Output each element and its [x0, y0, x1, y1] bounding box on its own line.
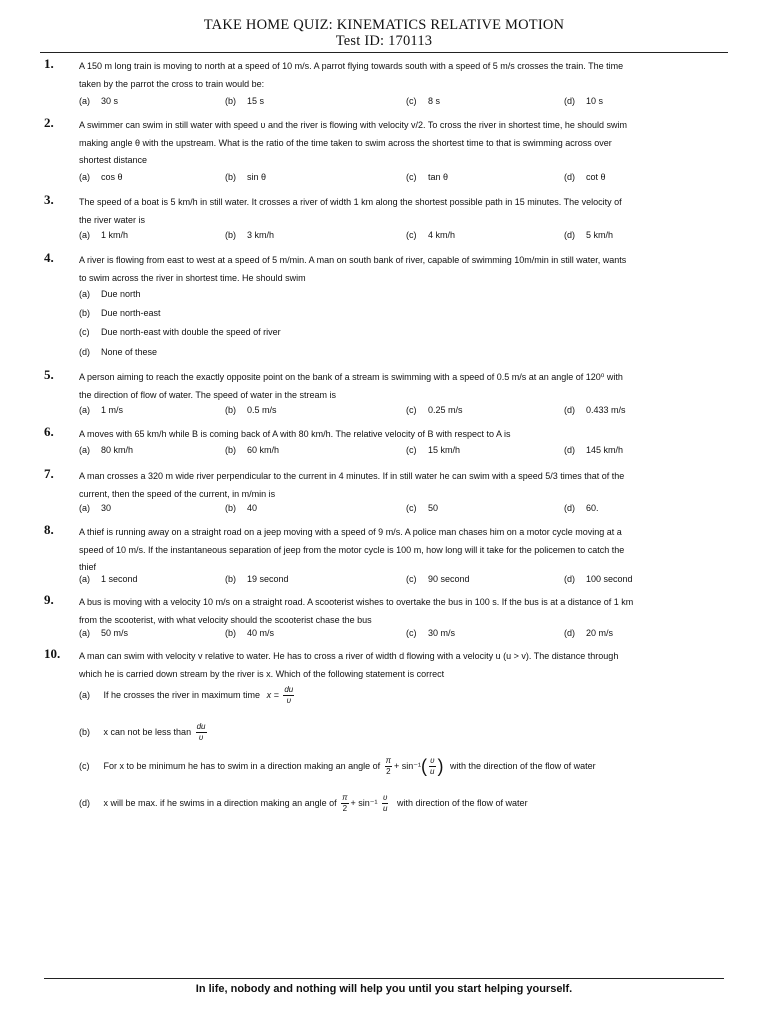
option-text: 20 m/s — [586, 628, 614, 638]
option-a — [79, 230, 128, 240]
option-c — [406, 574, 470, 584]
option-label: (a) — [79, 172, 90, 182]
quiz-header — [0, 17, 768, 49]
option-label: (b) — [225, 445, 236, 455]
option-text-tail: with direction of the flow of water — [397, 797, 528, 808]
option-label: (c) — [406, 445, 417, 455]
option-b — [225, 445, 279, 455]
question-number: 3. — [44, 192, 54, 207]
question-number: 1. — [44, 56, 54, 71]
option-label: (b) — [225, 96, 236, 106]
question-number: 8. — [44, 522, 54, 537]
option-d — [564, 628, 613, 638]
option-label: (a) — [79, 96, 90, 106]
option-label: (c) — [79, 327, 90, 337]
option-label: (d) — [564, 230, 575, 240]
option-label: (d) — [79, 347, 90, 357]
question-line: speed of 10 m/s. If the instantaneous separation of jeep from the motor cycle is 100 m, how long will it take for the policemen to catch the — [79, 544, 625, 555]
question-number: 2. — [44, 115, 54, 130]
question-line: A 150 m long train is moving to north at a speed of 10 m/s. A parrot flying towards south with a speed of 5 m/s crosses the train. The time — [79, 61, 624, 71]
option-label: (d) — [564, 405, 575, 415]
option-text: Due north-east — [101, 308, 161, 318]
option-text: Due north-east with double the speed of river — [101, 327, 281, 337]
option-text: cos θ — [101, 172, 123, 182]
question-line: A thief is running away on a straight road on a jeep moving with a speed of 9 m/s. A police man chases him on a motor cycle moving at a — [79, 527, 622, 537]
option-a — [79, 445, 133, 455]
fraction: $\frac{du}{\upsilon}$ — [284, 685, 294, 705]
question-line: the river water is — [79, 214, 146, 225]
math-lhs: x = — [266, 689, 279, 700]
option-c — [406, 96, 440, 106]
option-a — [79, 405, 123, 415]
option-text: 0.433 m/s — [586, 405, 626, 415]
question-text — [79, 58, 721, 93]
option-text: 19 second — [247, 574, 289, 584]
footer-quote: In life, nobody and nothing will help you until you start helping yourself. — [195, 983, 573, 995]
option-b — [225, 230, 274, 240]
question-line: making angle θ with the upstream. What is the ratio of the time taken to swim across the shortest time to that is swimming across over — [79, 137, 612, 148]
option-text: 4 km/h — [428, 230, 456, 240]
option-text: 50 — [428, 503, 439, 513]
option-text: For x to be minimum he has to swim in a direction making an angle of — [103, 760, 381, 771]
fraction: $\frac{\upsilon}{u}$ — [383, 793, 388, 813]
option-label: (a) — [79, 503, 90, 513]
option-c — [406, 230, 455, 240]
option-label: (b) — [225, 230, 236, 240]
question-text — [79, 426, 721, 444]
option-label: (c) — [406, 96, 417, 106]
option-text: x will be max. if he swims in a direction making an angle of — [103, 797, 337, 808]
option-text: 80 km/h — [101, 445, 134, 455]
option-d — [564, 503, 599, 513]
fraction: $\frac{du}{\upsilon}$ — [196, 722, 206, 742]
option-text: If he crosses the river in maximum time — [103, 689, 261, 700]
option-text-tail: with the direction of the flow of water — [450, 760, 596, 771]
question-line: A man crosses a 320 m wide river perpendicular to the current in 4 minutes. If in still water he can swim with a speed 5/3 times that of the — [79, 471, 625, 481]
option-text: Due north — [101, 289, 141, 299]
option-text: 60 km/h — [247, 445, 280, 455]
question-line: A moves with 65 km/h while B is coming back of A with 80 km/h. The relative velocity of B with respect to A is — [79, 429, 511, 439]
question-line: from the scooterist, with what velocity should the scooterist chase the bus — [79, 614, 372, 625]
option-d — [564, 405, 626, 415]
option-label: (b) — [225, 172, 236, 182]
question-number: 6. — [44, 424, 54, 439]
option-label: (b) — [225, 405, 236, 415]
option-label: (b) — [225, 574, 236, 584]
option-label: (a) — [79, 230, 90, 240]
option-d — [564, 574, 633, 584]
option-text: cot θ — [586, 172, 606, 182]
option-text: 100 second — [586, 574, 633, 584]
option-label: (a) — [79, 445, 90, 455]
question-line: thief — [79, 562, 97, 573]
footer-divider — [44, 978, 724, 979]
question-line: A man can swim with velocity v relative to water. He has to cross a river of width d flowing with a velocity u (u > v). The distance through — [79, 651, 619, 661]
option-text: x can not be less than — [103, 726, 192, 737]
option-b — [225, 172, 266, 182]
option-text: None of these — [101, 347, 158, 357]
fraction-pi-2: $\frac{\pi}{2}$ — [342, 793, 348, 813]
test-id: Test ID: 170113 — [335, 33, 433, 49]
option-label: (a) — [79, 405, 90, 415]
option-label: (c) — [406, 628, 417, 638]
option-b — [79, 308, 161, 318]
option-label: (c) — [406, 574, 417, 584]
option-text: 0.5 m/s — [247, 405, 277, 415]
option-a — [79, 574, 138, 584]
option-d — [79, 347, 157, 357]
question-text — [79, 369, 721, 404]
fraction-pi-2: $\frac{\pi}{2}$ — [385, 756, 392, 776]
option-a — [79, 628, 128, 638]
option-label: (d) — [564, 628, 575, 638]
option-c — [406, 628, 455, 638]
option-a — [79, 503, 111, 513]
option-d — [564, 172, 606, 182]
option-label: (c) — [406, 405, 417, 415]
option-text: 1 km/h — [101, 230, 129, 240]
question-line: A person aiming to reach the exactly opposite point on the bank of a stream is swimming with a speed of 0.5 m/s at an angle of 120⁰ with — [79, 372, 623, 382]
question-text — [79, 117, 721, 170]
question-number: 4. — [44, 250, 54, 265]
option-b — [225, 628, 274, 638]
option-text: 10 s — [586, 96, 604, 106]
question-text — [79, 252, 721, 287]
option-d — [564, 96, 603, 106]
option-c — [406, 172, 448, 182]
option-d — [564, 445, 623, 455]
question-line: taken by the parrot the cross to train would be: — [79, 78, 265, 89]
question-line: The speed of a boat is 5 km/h in still water. It crosses a river of width 1 km along the shortest possible path in 15 minutes. The velocity of — [79, 197, 622, 207]
option-d — [564, 230, 613, 240]
option-label: (c) — [406, 230, 417, 240]
option-text: 145 km/h — [586, 445, 624, 455]
option-text: 15 s — [247, 96, 265, 106]
option-c — [406, 445, 460, 455]
quiz-title: TAKE HOME QUIZ: KINEMATICS RELATIVE MOTION — [203, 17, 565, 33]
question-text — [79, 194, 721, 229]
question-line: the direction of flow of water. The speed of water in the stream is — [79, 389, 336, 400]
question-line: A river is flowing from east to west at a speed of 5 m/min. A man on south bank of river, capable of swimming 10m/min in still water, wants — [79, 255, 627, 265]
option-b — [225, 503, 257, 513]
question-line: current, then the speed of the current, in m/min is — [79, 488, 276, 499]
option-b — [225, 96, 264, 106]
option-b — [225, 405, 277, 415]
option-a — [79, 172, 123, 182]
question-number: 7. — [44, 466, 54, 481]
option-c — [406, 503, 438, 513]
question-text — [79, 468, 721, 503]
option-label: (b) — [225, 503, 236, 513]
option-label: (c) — [406, 172, 417, 182]
option-text: 40 — [247, 503, 258, 513]
fraction: $\frac{\upsilon}{u}$ — [430, 756, 435, 776]
option-c — [406, 405, 463, 415]
option-label: (a) — [79, 689, 90, 700]
question-text — [79, 594, 721, 629]
option-text: sin θ — [247, 172, 267, 182]
option-text: 30 s — [101, 96, 119, 106]
option-text: 1 second — [101, 574, 138, 584]
option-text: 40 m/s — [247, 628, 275, 638]
header-divider — [40, 52, 728, 53]
option-text: 60. — [586, 503, 599, 513]
option-text: 50 m/s — [101, 628, 129, 638]
option-label: (d) — [564, 445, 575, 455]
option-text: 8 s — [428, 96, 441, 106]
option-label: (d) — [79, 797, 90, 808]
option-label: (d) — [564, 172, 575, 182]
arcsin: + sin⁻¹ — [350, 797, 378, 808]
option-text: 15 km/h — [428, 445, 461, 455]
arcsin: + sin⁻¹ — [394, 760, 422, 771]
option-text: 90 second — [428, 574, 470, 584]
option-text: tan θ — [428, 172, 449, 182]
option-label: (d) — [564, 503, 575, 513]
question-line: A bus is moving with a velocity 10 m/s on a straight road. A scooterist wishes to overtake the bus in 100 s. If the bus is at a distance of 1 km — [79, 597, 634, 607]
question-line: A swimmer can swim in still water with speed υ and the river is flowing with velocity v/2. To cross the river in shortest time, he should swim — [79, 120, 627, 130]
option-text: 1 m/s — [101, 405, 124, 415]
option-label: (c) — [79, 760, 90, 771]
option-a — [79, 96, 118, 106]
option-label: (b) — [79, 308, 90, 318]
option-c — [79, 327, 281, 337]
question-number: 5. — [44, 367, 54, 382]
question-number: 9. — [44, 592, 54, 607]
option-label: (b) — [225, 628, 236, 638]
option-label: (b) — [79, 726, 90, 737]
option-label: (a) — [79, 574, 90, 584]
question-line: shortest distance — [79, 155, 148, 166]
question-text — [79, 648, 721, 683]
question-line: to swim across the river in shortest time. He should swim — [79, 272, 306, 283]
option-text: 30 m/s — [428, 628, 456, 638]
question-number: 10. — [44, 646, 61, 661]
question-text — [79, 524, 721, 577]
option-label: (a) — [79, 628, 90, 638]
option-label: (a) — [79, 289, 90, 299]
option-label: (c) — [406, 503, 417, 513]
option-text: 30 — [101, 503, 112, 513]
option-text: 5 km/h — [586, 230, 614, 240]
option-label: (d) — [564, 96, 575, 106]
option-a — [79, 289, 141, 299]
option-label: (d) — [564, 574, 575, 584]
option-text: 0.25 m/s — [428, 405, 463, 415]
option-b — [225, 574, 289, 584]
option-text: 3 km/h — [247, 230, 275, 240]
question-line: which he is carried down stream by the river is x. Which of the following statement is correct — [79, 668, 445, 679]
